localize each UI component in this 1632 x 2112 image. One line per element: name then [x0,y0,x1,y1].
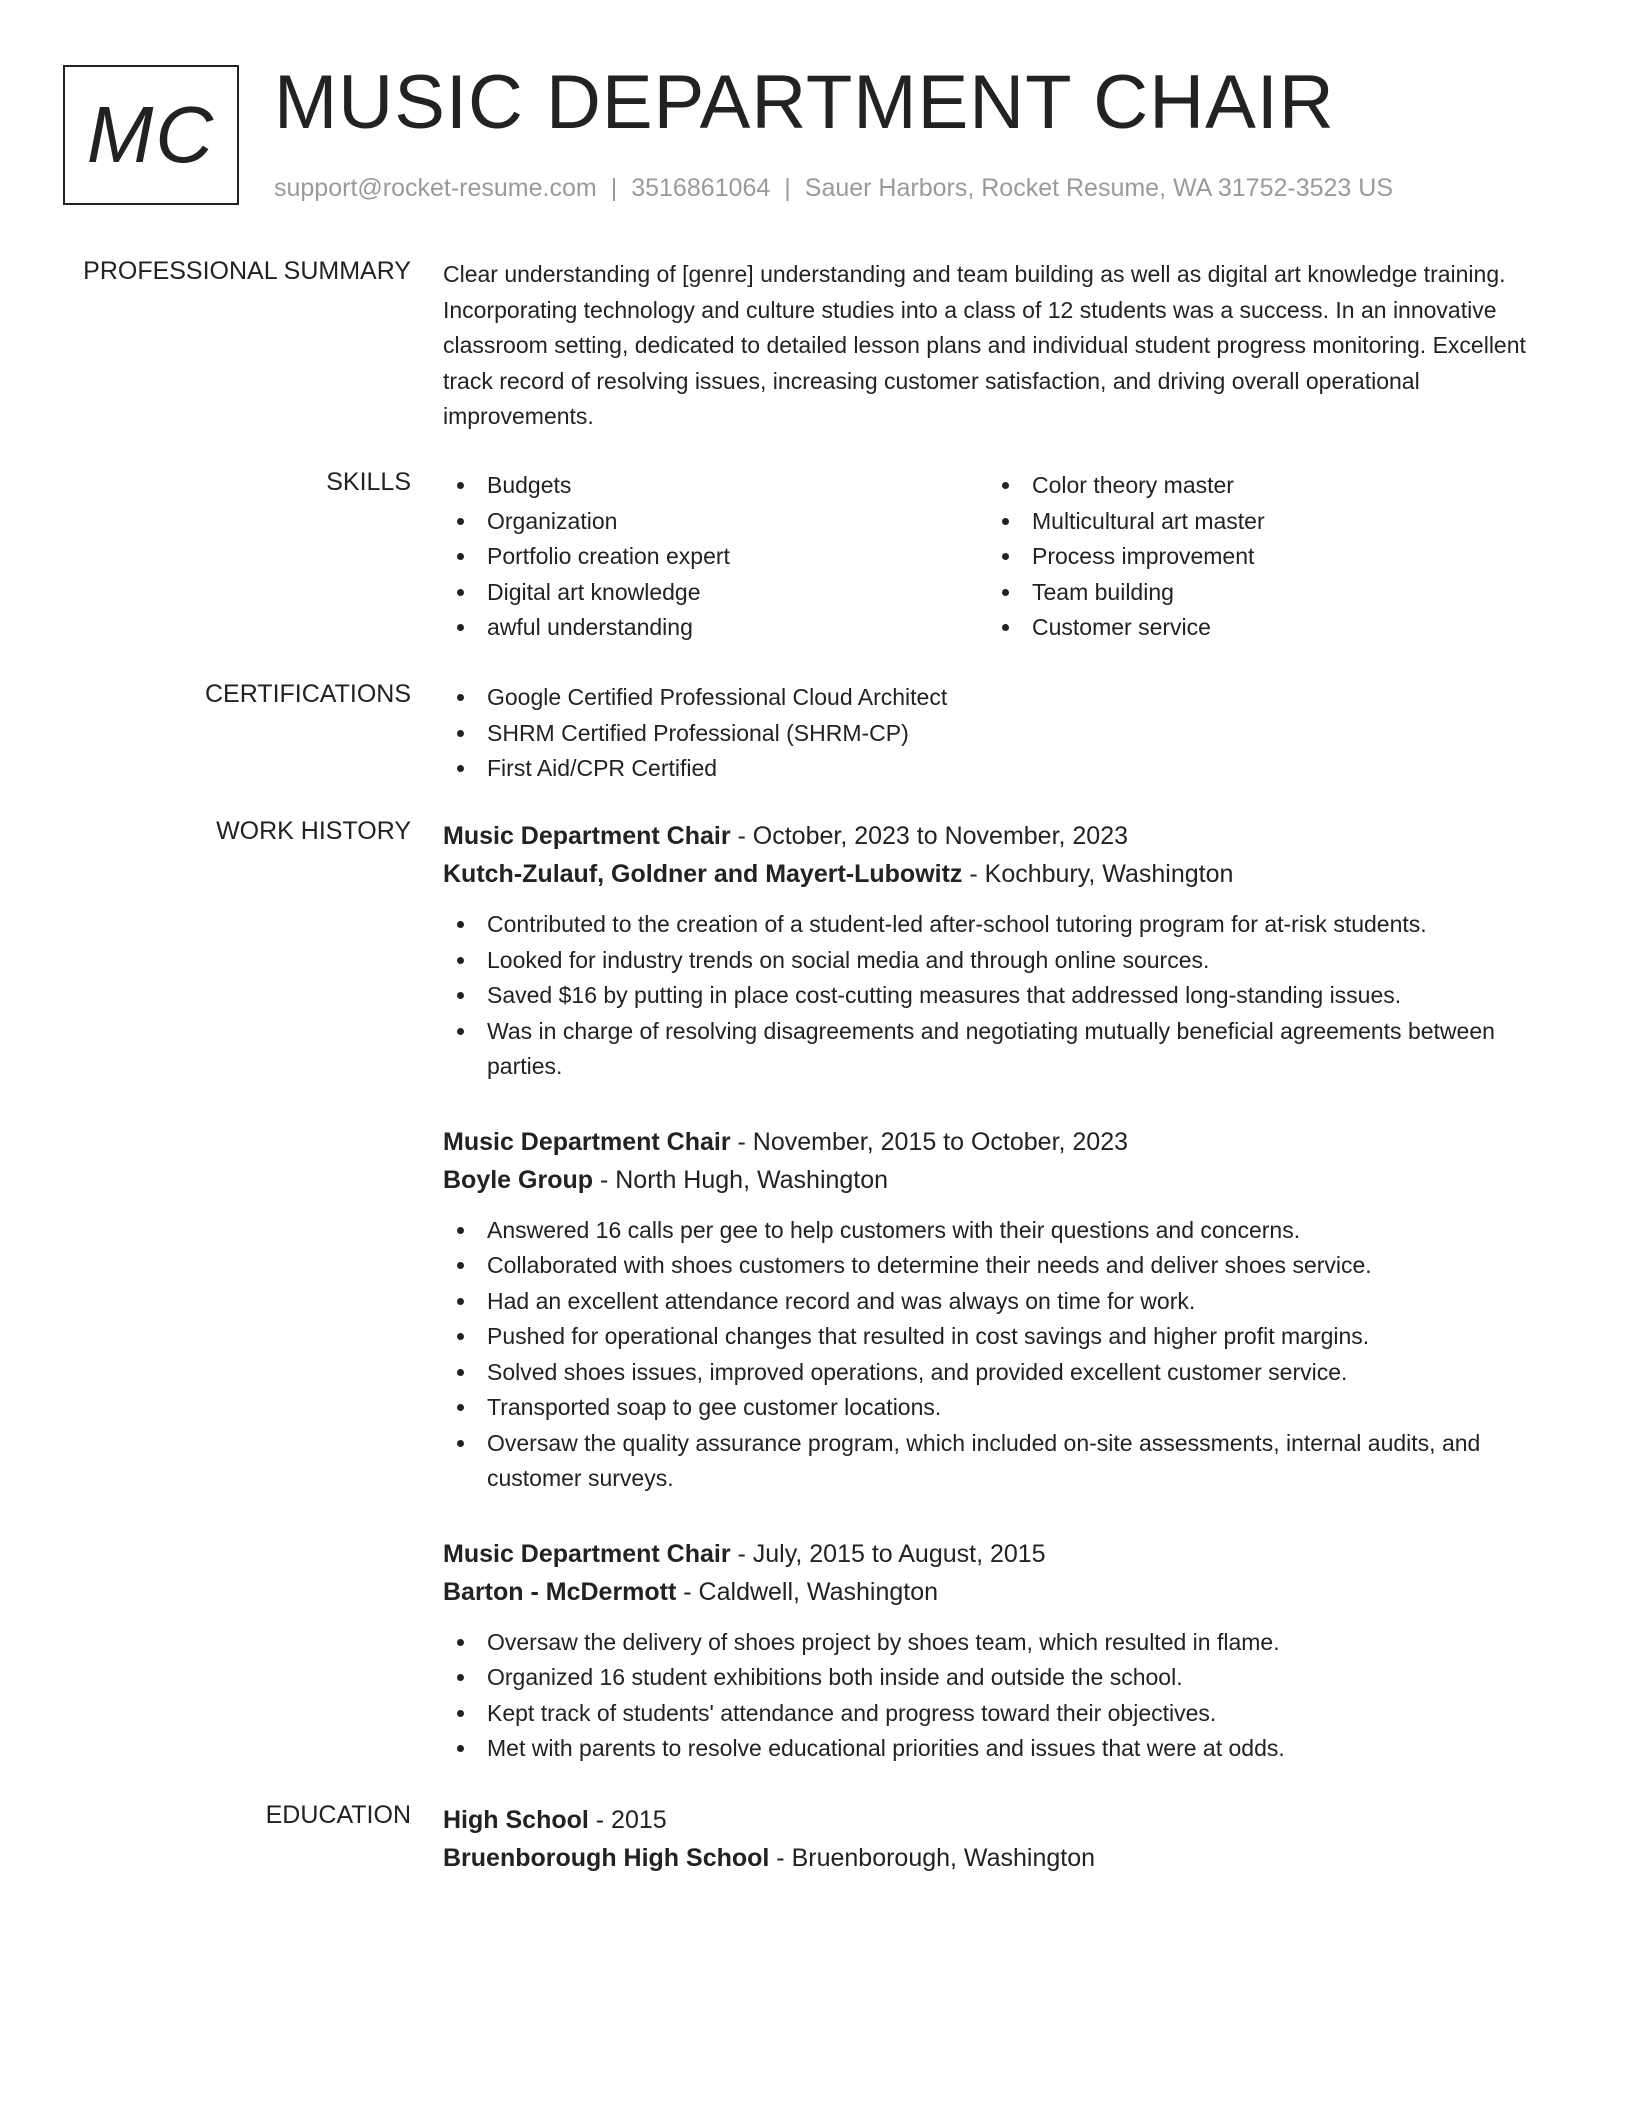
education-location: - Bruenborough, Washington [769,1844,1096,1872]
section-label: SKILLS [326,468,411,496]
job-entry [443,817,1563,1085]
job-dates: - October, 2023 to November, 2023 [730,822,1129,850]
skills-left [443,468,988,646]
list-item: Answered 16 calls per gee to help customers with their questions and concerns. [443,1213,1563,1249]
section-label: PROFESSIONAL SUMMARY [83,257,411,285]
list-item: Was in charge of resolving disagreements and negotiating mutually beneficial agreements between parties. [443,1014,1563,1085]
list-item: Portfolio creation expert [443,539,988,575]
certifications-list [443,680,1563,787]
list-item: Digital art knowledge [443,575,988,611]
monogram: MC [63,65,239,205]
job-title-line [443,1535,1563,1573]
education-year: - 2015 [588,1806,667,1834]
education-school-line [443,1839,1563,1877]
section-label: CERTIFICATIONS [204,680,411,708]
job-title: Music Department Chair [443,1127,731,1156]
job-company-line [443,855,1563,893]
job-title-line [443,1123,1563,1161]
job-title: Music Department Chair [443,1539,731,1568]
education-degree-line [443,1801,1563,1839]
list-item: Google Certified Professional Cloud Architect [443,680,1563,716]
job-title-line [443,817,1563,855]
job-company: Kutch-Zulauf, Goldner and Mayert-Lubowitz [443,860,963,888]
job-bullets [443,907,1563,1085]
section-body [443,1801,1563,1877]
skills-grid [443,468,1563,646]
separator: | [784,174,791,202]
list-item: Pushed for operational changes that resulted in cost savings and higher profit margins. [443,1319,1563,1355]
job-title: Music Department Chair [443,822,731,850]
list-item: Process improvement [988,539,1533,575]
skills-right [988,468,1533,646]
list-item: Organization [443,504,988,540]
list-item: Oversaw the delivery of shoes project by shoes team, which resulted in flame. [443,1625,1563,1661]
list-item: Looked for industry trends on social media and through online sources. [443,943,1563,979]
list-item: Budgets [443,468,988,504]
list-item: SHRM Certified Professional (SHRM-CP) [443,716,1563,752]
section-body [443,468,1563,646]
email[interactable]: support@rocket-resume.com [274,174,597,202]
section-body [443,817,1563,1805]
job-location: - North Hugh, Washington [593,1165,889,1194]
list-item: Color theory master [988,468,1533,504]
job-entry [443,1123,1563,1497]
education-school: Bruenborough High School [443,1844,770,1872]
page-title: MUSIC DEPARTMENT CHAIR [274,60,1335,145]
list-item: Had an excellent attendance record and was always on time for work. [443,1284,1563,1320]
job-company: Boyle Group [443,1165,594,1194]
job-location: - Caldwell, Washington [676,1577,939,1606]
job-bullets [443,1213,1563,1497]
job-company-line [443,1161,1563,1199]
list-item: Saved $16 by putting in place cost-cutting measures that addressed long-standing issues. [443,978,1563,1014]
summary-text: Clear understanding of [genre] understanding and team building as well as digital art knowledge training. Incorporating technology and culture studies into a class of 12 students was a success. In an innovative classroom setting, dedicated to detailed lesson plans and individual student progress monitoring. Excellent track record of resolving issues, increasing customer satisfaction, and driving overall operational improvements. [443,261,1526,429]
list-item: Customer service [988,610,1533,646]
separator: | [610,174,618,202]
education-degree: High School [443,1806,589,1834]
section-label: EDUCATION [265,1801,411,1829]
job-company: Barton - McDermott [443,1577,677,1606]
list-item: awful understanding [443,610,988,646]
section-body [443,257,1563,435]
list-item: Organized 16 student exhibitions both inside and outside the school. [443,1660,1563,1696]
section-body [443,680,1563,787]
phone[interactable]: 3516861064 [631,174,771,202]
list-item: Multicultural art master [988,504,1533,540]
list-item: First Aid/CPR Certified [443,751,1563,787]
job-location: - Kochbury, Washington [962,860,1234,888]
job-entry [443,1535,1563,1767]
list-item: Team building [988,575,1533,611]
list-item: Collaborated with shoes customers to determine their needs and deliver shoes service. [443,1248,1563,1284]
contact-line [274,174,1393,203]
job-dates: - November, 2015 to October, 2023 [730,1127,1129,1156]
job-dates: - July, 2015 to August, 2015 [730,1539,1046,1568]
section-label: WORK HISTORY [216,817,411,845]
list-item: Oversaw the quality assurance program, which included on-site assessments, internal audits, and customer surveys. [443,1426,1563,1497]
list-item: Met with parents to resolve educational priorities and issues that were at odds. [443,1731,1563,1767]
address: Sauer Harbors, Rocket Resume, WA 31752-3523 US [804,174,1394,202]
list-item: Transported soap to gee customer locations. [443,1390,1563,1426]
job-bullets [443,1625,1563,1767]
job-company-line [443,1573,1563,1611]
list-item: Contributed to the creation of a student-led after-school tutoring program for at-risk students. [443,907,1563,943]
list-item: Solved shoes issues, improved operations, and provided excellent customer service. [443,1355,1563,1391]
list-item: Kept track of students' attendance and progress toward their objectives. [443,1696,1563,1732]
